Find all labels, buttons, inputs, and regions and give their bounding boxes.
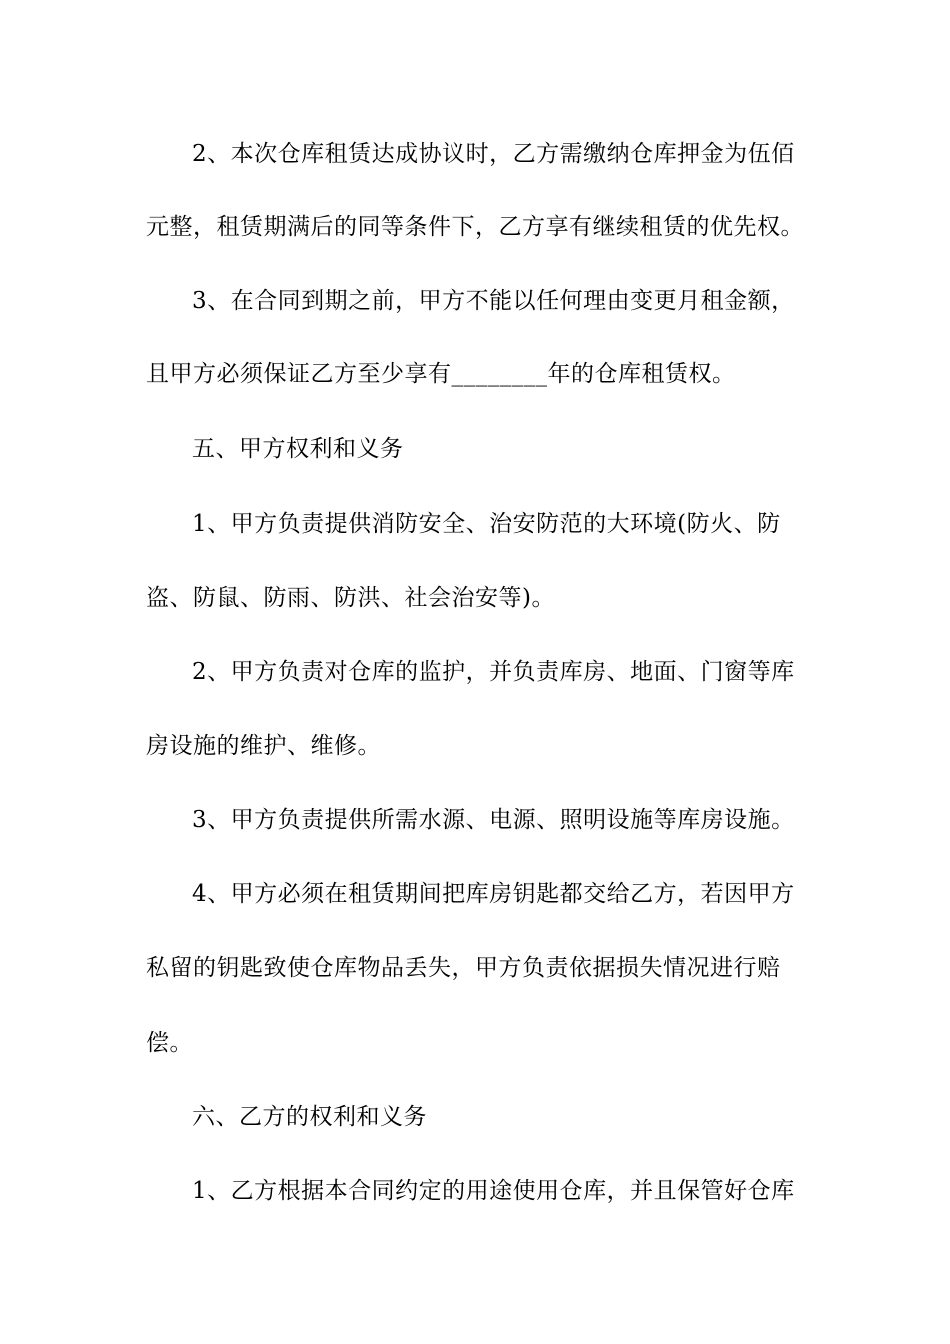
paragraph-line: 1、甲方负责提供消防安全、治安防范的大环境(防火、防 — [192, 511, 781, 537]
paragraph-line: 2、甲方负责对仓库的监护，并负责库房、地面、门窗等库 — [192, 659, 795, 685]
paragraph-line: 4、甲方必须在租赁期间把库房钥匙都交给乙方，若因甲方 — [192, 881, 795, 907]
paragraph-line: 房设施的维护、维修。 — [146, 733, 381, 759]
paragraph-line: 盗、防鼠、防雨、防洪、社会治安等)。 — [146, 585, 555, 611]
paragraph-line: 私留的钥匙致使仓库物品丢失，甲方负责依据损失情况进行赔 — [146, 955, 781, 981]
paragraph-line: 3、在合同到期之前，甲方不能以任何理由变更月租金额， — [192, 288, 795, 314]
paragraph-line: 且甲方必须保证乙方至少享有________年的仓库租赁权。 — [146, 361, 736, 387]
paragraph-line: 3、甲方负责提供所需水源、电源、照明设施等库房设施。 — [192, 807, 795, 833]
paragraph-line: 元整，租赁期满后的同等条件下，乙方享有继续租赁的优先权。 — [146, 214, 804, 240]
paragraph-line: 偿。 — [146, 1030, 193, 1056]
paragraph-line: 1、乙方根据本合同约定的用途使用仓库，并且保管好仓库 — [192, 1178, 795, 1204]
section-heading: 六、乙方的权利和义务 — [192, 1104, 427, 1130]
paragraph-line: 2、本次仓库租赁达成协议时，乙方需缴纳仓库押金为伍佰 — [192, 141, 795, 167]
section-heading: 五、甲方权利和义务 — [192, 436, 404, 462]
